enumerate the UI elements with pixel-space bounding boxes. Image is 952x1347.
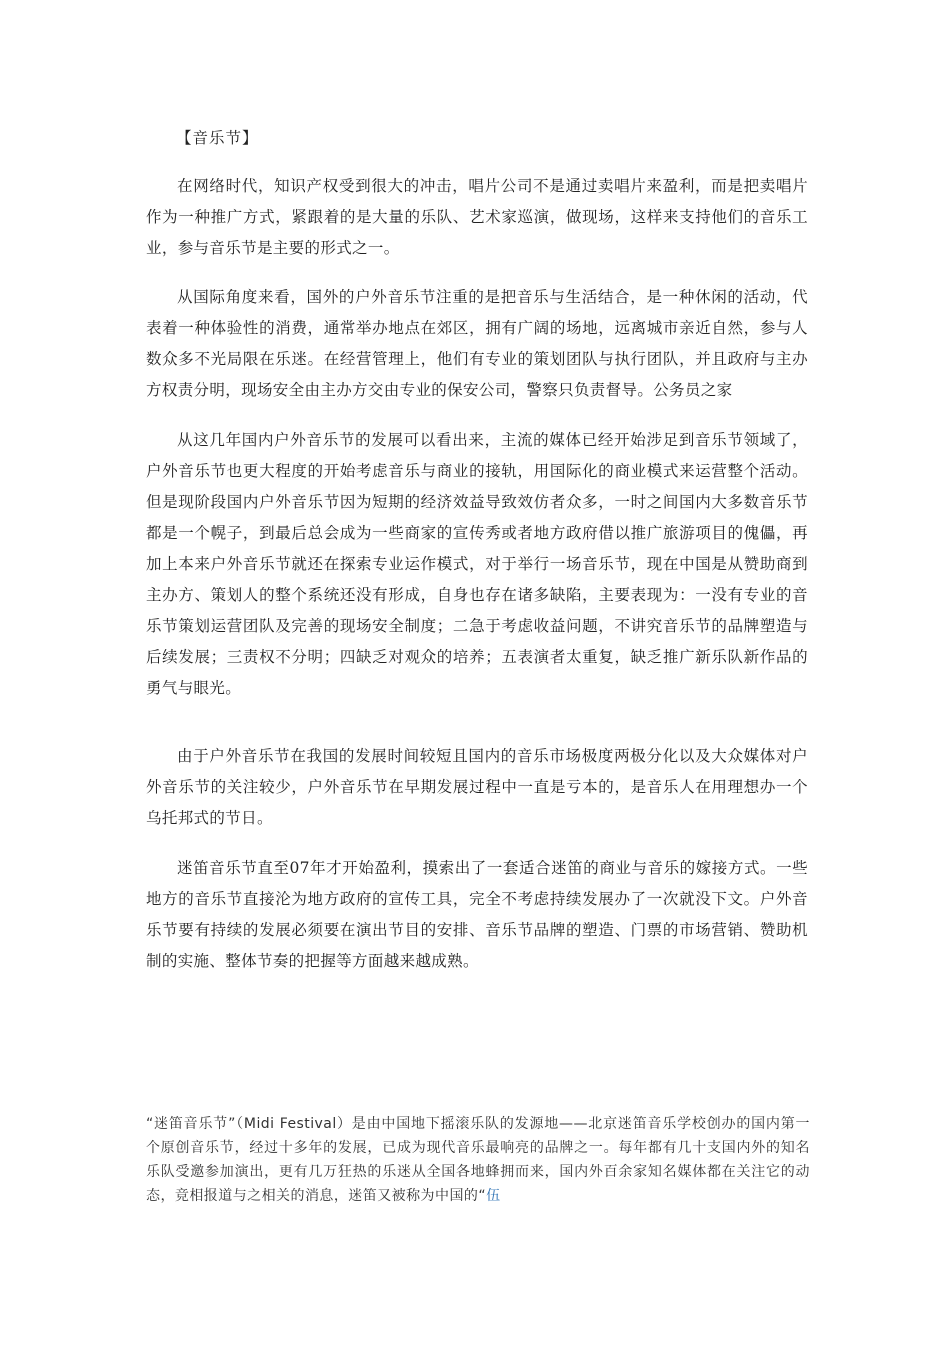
- paragraph-3: 从这几年国内户外音乐节的发展可以看出来，主流的媒体已经开始涉足到音乐节领域了，户外音乐节也更大程度的开始考虑音乐与商业的接轨，用国际化的商业模式来运营整个活动。但是现阶段国内户外音乐节因为短期的经济效益导致效仿者众多，一时之间国内大多数音乐节都是一个幌子，到最后总会成为一些商家的宣传秀或者地方政府借以推广旅游项目的傀儡，再加上本来户外音乐节就还在探索专业运作模式，对于举行一场音乐节，现在中国是从赞助商到主办方、策划人的整个系统还没有形成，自身也存在诸多缺陷，主要表现为：一没有专业的音乐节策划运营团队及完善的现场安全制度；二急于考虑收益问题，不讲究音乐节的品牌塑造与后续发展；三责权不分明；四缺乏对观众的培养；五表演者太重复，缺乏推广新乐队新作品的勇气与眼光。: [146, 431, 808, 697]
- paragraph-5: 迷笛音乐节直至07年才开始盈利，摸索出了一套适合迷笛的商业与音乐的嫁接方式。一些地方的音乐节直接沦为地方政府的宣传工具，完全不考虑持续发展办了一次就没下文。户外音乐节要有持续的发展必须要在演出节目的安排、音乐节品牌的塑造、门票的市场营销、赞助机制的实施、整体节奏的把握等方面越来越成熟。: [146, 859, 808, 970]
- paragraph-2: 从国际角度来看，国外的户外音乐节注重的是把音乐与生活结合，是一种休闲的活动，代表着一种体验性的消费，通常举办地点在郊区，拥有广阔的场地，远离城市亲近自然，参与人数众多不光局限在乐迷。在经营管理上，他们有专业的策划团队与执行团队，并且政府与主办方权责分明，现场安全由主办方交由专业的保安公司，警察只负责督导。公务员之家: [146, 288, 808, 399]
- paragraph-4: 由于户外音乐节在我国的发展时间较短且国内的音乐市场极度两极分化以及大众媒体对户外音乐节的关注较少，户外音乐节在早期发展过程中一直是亏本的，是音乐人在用理想办一个乌托邦式的节日。: [146, 747, 808, 827]
- footer-body-text: “迷笛音乐节”（Midi Festival）是由中国地下摇滚乐队的发源地——北京迷笛音乐学校创办的国内第一个原创音乐节，经过十多年的发展，已成为现代音乐最响亮的品牌之一。每年都有几十支国内外的知名乐队受邀参加演出，更有几万狂热的乐迷从全国各地蜂拥而来，国内外百余家知名媒体都在关注它的动态，竞相报道与之相关的消息，迷笛又被称为中国的“: [146, 1116, 810, 1204]
- paragraph-1: 在网络时代，知识产权受到很大的冲击，唱片公司不是通过卖唱片来盈利，而是把卖唱片作为一种推广方式，紧跟着的是大量的乐队、艺术家巡演，做现场，这样来支持他们的音乐工业，参与音乐节是主要的形式之一。: [146, 177, 808, 257]
- section-heading: 【音乐节】: [176, 129, 259, 147]
- footer-link[interactable]: 伍: [486, 1188, 501, 1204]
- footer-paragraph: [146, 1112, 810, 1208]
